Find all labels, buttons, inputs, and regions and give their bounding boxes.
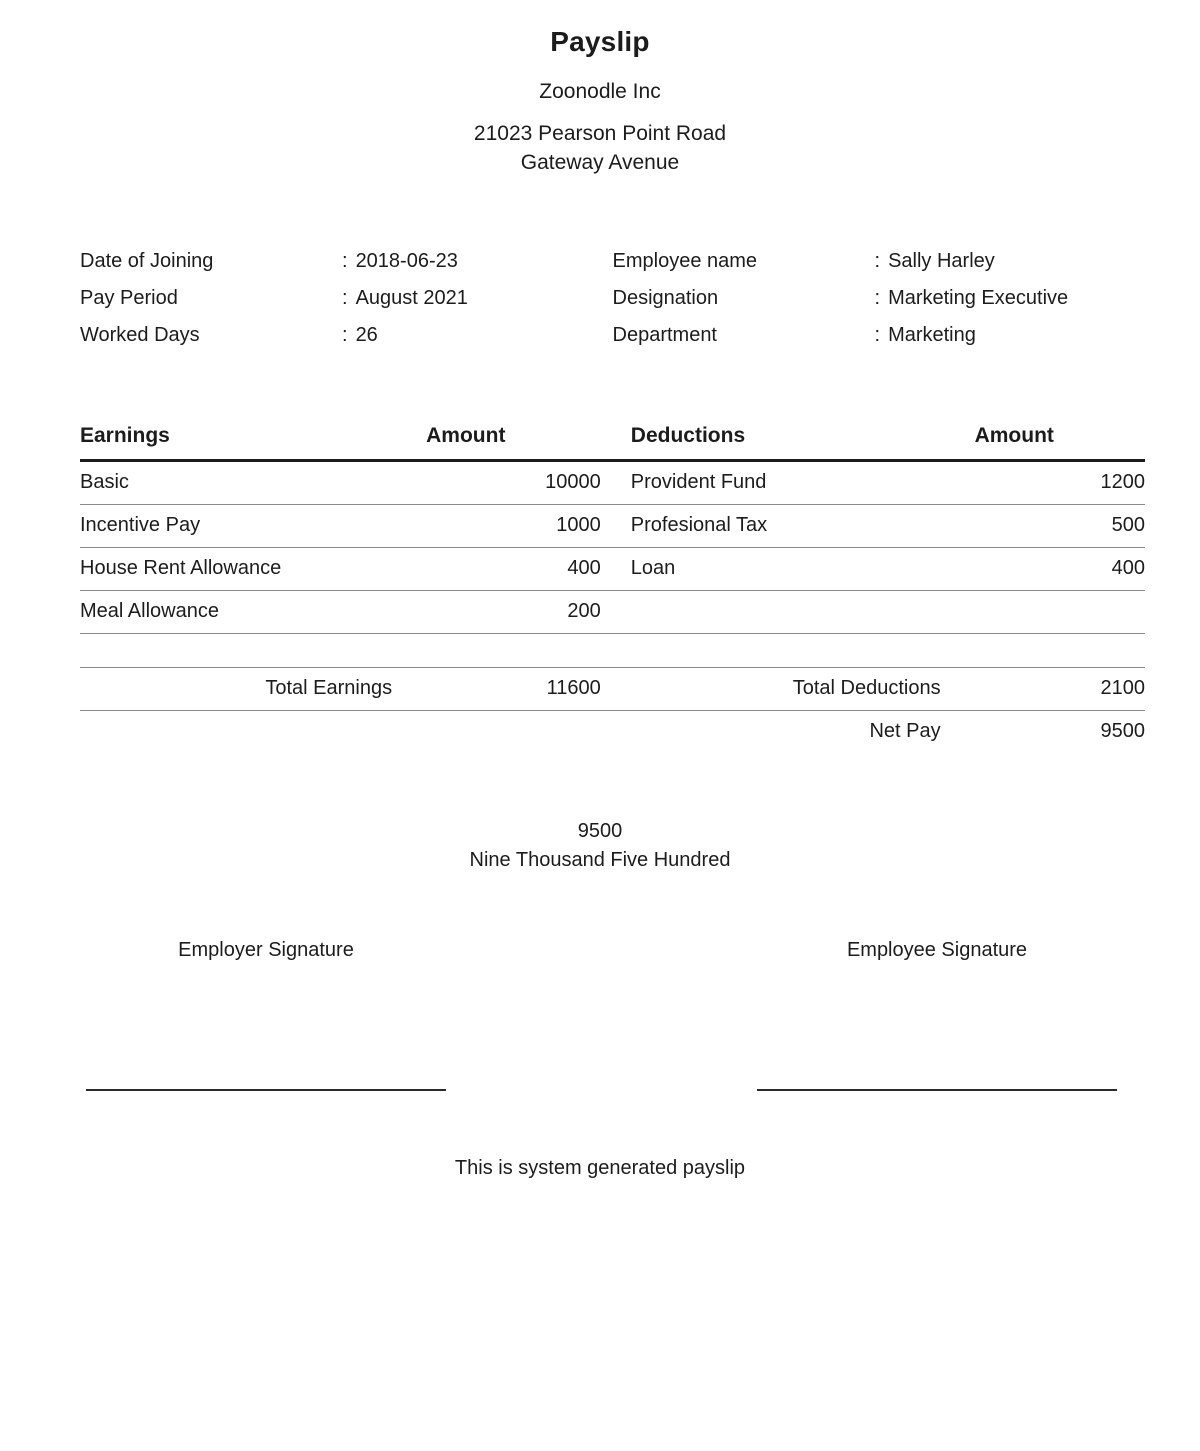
info-row-worked-days [80, 317, 613, 354]
footer-note: This is system generated payslip [454, 1157, 746, 1179]
colon: : [342, 324, 348, 346]
earnings-deductions-table [80, 418, 1145, 753]
total-deductions-label: Total Deductions [601, 668, 975, 711]
total-earnings-label: Total Earnings [80, 668, 426, 711]
table-row [80, 461, 1145, 505]
deduction-label: Profesional Tax [601, 505, 975, 548]
deductions-column-header: Deductions [601, 418, 975, 461]
earnings-deductions-section [80, 418, 1145, 753]
department-label: Department [612, 324, 717, 346]
total-earnings-value: 11600 [426, 668, 601, 711]
info-row-department [613, 317, 1146, 354]
table-spacer-row [80, 634, 1145, 668]
employment-info-column [80, 243, 613, 354]
earning-amount: 200 [426, 591, 601, 634]
employee-name-label: Employee name [612, 250, 758, 272]
employer-signature-line [86, 1089, 446, 1091]
department-value: Marketing [888, 324, 976, 346]
earning-amount: 10000 [426, 461, 601, 505]
table-row [80, 505, 1145, 548]
colon: : [342, 250, 348, 272]
earning-label: Basic [80, 461, 426, 505]
net-pay-value: 9500 [1100, 720, 1145, 742]
worked-days-label: Worked Days [80, 324, 200, 346]
employer-signature-block [86, 937, 446, 1091]
colon: : [874, 287, 881, 309]
deduction-label [601, 591, 975, 634]
document-header [0, 0, 1200, 177]
colon: : [874, 324, 881, 346]
pay-period-label: Pay Period [80, 287, 178, 309]
worked-days-value: 26 [355, 324, 378, 346]
employee-details-column [613, 243, 1146, 354]
totals-row [80, 668, 1145, 711]
deductions-amount-column-header: Amount [975, 418, 1145, 461]
earnings-amount-column-header: Amount [426, 418, 601, 461]
designation-label: Designation [612, 287, 719, 309]
employee-name-value: Sally Harley [888, 250, 995, 272]
deduction-amount [975, 591, 1145, 634]
employee-signature-label: Employee Signature [846, 939, 1028, 961]
address-line-2: Gateway Avenue [520, 151, 680, 174]
deduction-label: Provident Fund [601, 461, 975, 505]
company-name: Zoonodle Inc [539, 80, 661, 103]
earning-label: House Rent Allowance [80, 548, 426, 591]
earnings-column-header: Earnings [80, 418, 426, 461]
colon: : [342, 287, 348, 309]
employer-signature-label: Employer Signature [178, 939, 354, 961]
date-of-joining-value: 2018-06-23 [355, 250, 458, 272]
designation-value: Marketing Executive [888, 287, 1069, 309]
page-title: Payslip [550, 26, 650, 57]
net-pay-label: Net Pay [869, 720, 941, 742]
employee-info-section [80, 243, 1145, 354]
deduction-amount: 400 [975, 548, 1145, 591]
net-pay-amount: 9500 [577, 820, 623, 842]
info-row-designation [613, 280, 1146, 317]
net-pay-summary [0, 817, 1200, 875]
net-pay-row [80, 711, 1145, 754]
info-row-date-of-joining [80, 243, 613, 280]
deduction-amount: 1200 [975, 461, 1145, 505]
pay-period-value: August 2021 [355, 287, 468, 309]
signatures-section [86, 937, 1117, 1091]
date-of-joining-label: Date of Joining [80, 250, 214, 272]
table-header-row [80, 418, 1145, 461]
info-row-employee-name [613, 243, 1146, 280]
employee-signature-block [757, 937, 1117, 1091]
deduction-amount: 500 [975, 505, 1145, 548]
net-pay-amount-words: Nine Thousand Five Hundred [469, 849, 731, 871]
info-row-pay-period [80, 280, 613, 317]
employee-signature-line [757, 1089, 1117, 1091]
earning-amount: 400 [426, 548, 601, 591]
deduction-label: Loan [601, 548, 975, 591]
company-address [0, 119, 1200, 177]
total-deductions-value: 2100 [975, 668, 1145, 711]
earning-label: Incentive Pay [80, 505, 426, 548]
address-line-1: 21023 Pearson Point Road [473, 122, 727, 145]
earning-label: Meal Allowance [80, 591, 426, 634]
table-row [80, 548, 1145, 591]
colon: : [874, 250, 881, 272]
earning-amount: 1000 [426, 505, 601, 548]
table-row [80, 591, 1145, 634]
